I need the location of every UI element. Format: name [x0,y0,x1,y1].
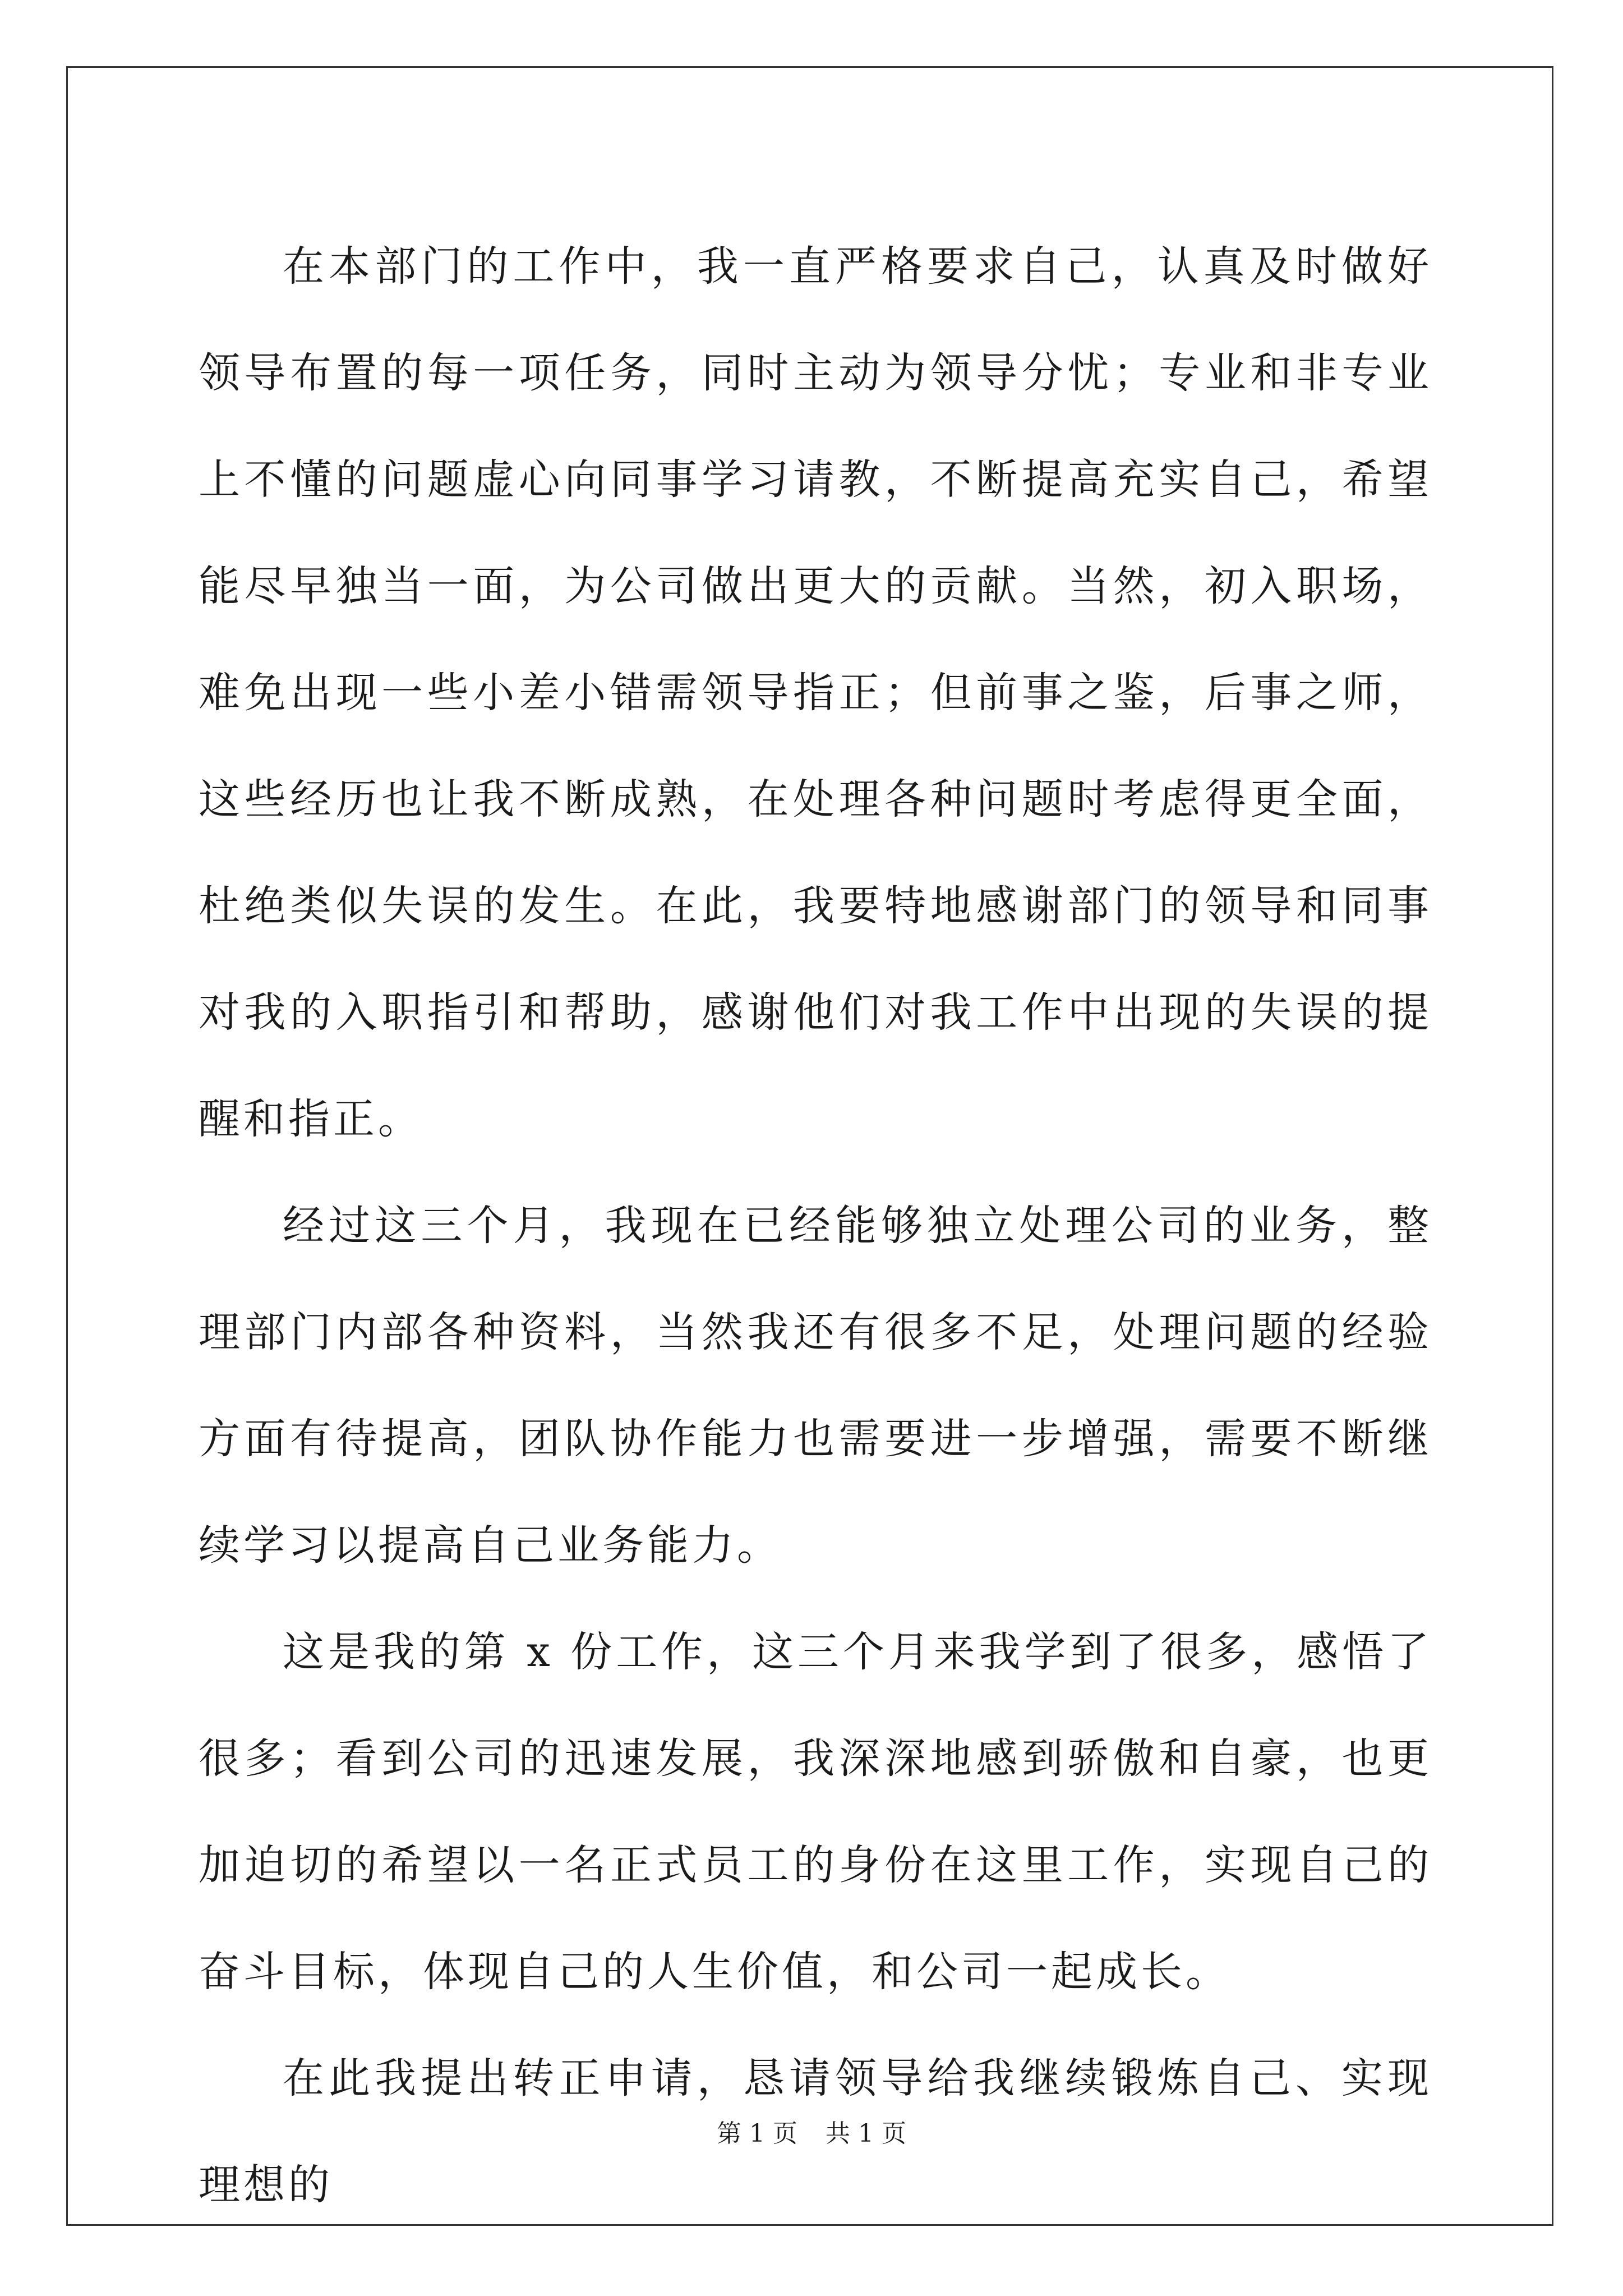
paragraph-application: 在此我提出转正申请，恳请领导给我继续锻炼自己、实现理想的 [199,2054,1432,2209]
paragraph-growth: 这是我的第 x 份工作，这三个月来我学到了很多，感悟了很多；看到公司的迅速发展，我深深地感到骄傲和自豪，也更加迫切的希望以一名正式员工的身份在这里工作，实现自己的奋斗目标，体现自己的人生价值，和公司一起成长。 [199,1628,1432,1996]
page-total: 共 1 页 [826,2119,906,2148]
paragraph-abilities: 经过这三个月，我现在已经能够独立处理公司的业务，整理部门内部各种资料，当然我还有很多不足，处理问题的经验方面有待提高，团队协作能力也需要进一步增强，需要不断继续学习以提高自己业务能力。 [199,1202,1432,1570]
paragraph-self-review: 在本部门的工作中，我一直严格要求自己，认真及时做好领导布置的每一项任务，同时主动为领导分忧；专业和非专业上不懂的问题虚心向同事学习请教，不断提高充实自己，希望能尽早独当一面，为公司做出更大的贡献。当然，初入职场，难免出现一些小差小错需领导指正；但前事之鉴，后事之师，这些经历也让我不断成熟，在处理各种问题时考虑得更全面，杜绝类似失误的发生。在此，我要特地感谢部门的领导和同事对我的入职指引和帮助，感谢他们对我工作中出现的失误的提醒和指正。 [199,242,1432,1143]
page-footer [0,2117,1623,2151]
document-body [199,213,1432,2238]
page-number: 第 1 页 [717,2119,797,2148]
